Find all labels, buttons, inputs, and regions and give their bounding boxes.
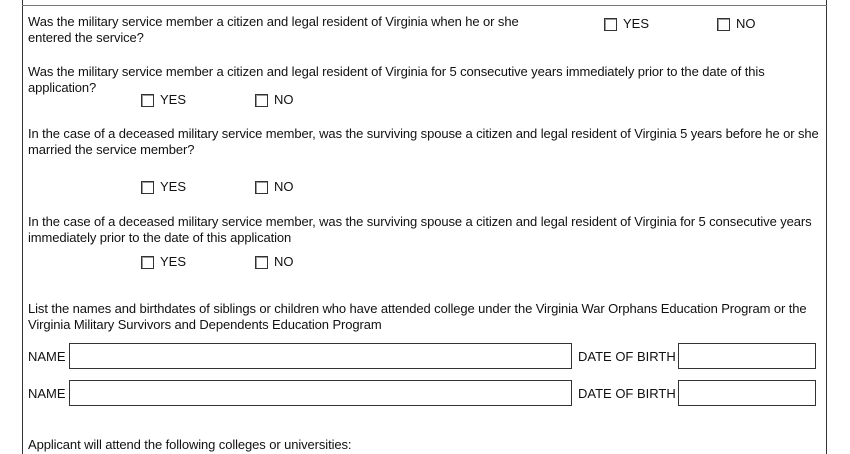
q4-yes-option[interactable]: [141, 254, 186, 270]
q2-yes-option[interactable]: [141, 92, 186, 108]
q3-yes-label: YES: [160, 179, 187, 194]
q1-no-option[interactable]: [717, 16, 756, 32]
name-field-2[interactable]: [69, 380, 572, 406]
q3-yes-checkbox[interactable]: [141, 181, 154, 194]
top-divider: [22, 5, 827, 6]
question-spouse-before-marriage: In the case of a deceased military service member, was the surviving spouse a citizen and legal resident of Virginia 5 years before he or she married the service member?: [28, 126, 819, 157]
q2-yes-label: YES: [160, 92, 187, 107]
name-label-2: NAME: [28, 386, 66, 401]
q3-no-checkbox[interactable]: [255, 181, 268, 194]
q3-no-option[interactable]: [255, 179, 294, 195]
q4-yes-checkbox[interactable]: [141, 256, 154, 269]
dob-label-1: DATE OF BIRTH: [578, 349, 676, 364]
dob-field-2[interactable]: [678, 380, 816, 406]
question-entered-service: Was the military service member a citizen and legal resident of Virginia when he or she entered the service?: [28, 14, 519, 45]
name-label-1: NAME: [28, 349, 66, 364]
q1-no-checkbox[interactable]: [717, 18, 730, 31]
q1-no-label: NO: [736, 16, 756, 31]
q2-no-label: NO: [274, 92, 294, 107]
q3-yes-option[interactable]: [141, 179, 186, 195]
name-field-1[interactable]: [69, 343, 572, 369]
q1-yes-label: YES: [623, 16, 650, 31]
dob-label-2: DATE OF BIRTH: [578, 386, 676, 401]
q4-yes-label: YES: [160, 254, 187, 269]
colleges-prompt: Applicant will attend the following colleges or universities:: [28, 437, 352, 452]
dob-field-1[interactable]: [678, 343, 816, 369]
q2-no-checkbox[interactable]: [255, 94, 268, 107]
siblings-prompt: List the names and birthdates of siblings or children who have attended college under the Virginia War Orphans Education Program or the Virginia Military Survivors and Dependents Education Program: [28, 301, 807, 332]
q1-yes-option[interactable]: [604, 16, 649, 32]
q2-yes-checkbox[interactable]: [141, 94, 154, 107]
question-spouse-5-years-prior: In the case of a deceased military service member, was the surviving spouse a citizen and legal resident of Virginia for 5 consecutive years immediately prior to the date of this application: [28, 214, 812, 245]
q1-yes-checkbox[interactable]: [604, 18, 617, 31]
q3-no-label: NO: [274, 179, 294, 194]
q2-no-option[interactable]: [255, 92, 294, 108]
q4-no-checkbox[interactable]: [255, 256, 268, 269]
question-5-years-prior: Was the military service member a citizen and legal resident of Virginia for 5 consecutive years immediately prior to the date of this application?: [28, 64, 765, 95]
q4-no-option[interactable]: [255, 254, 294, 270]
q4-no-label: NO: [274, 254, 294, 269]
